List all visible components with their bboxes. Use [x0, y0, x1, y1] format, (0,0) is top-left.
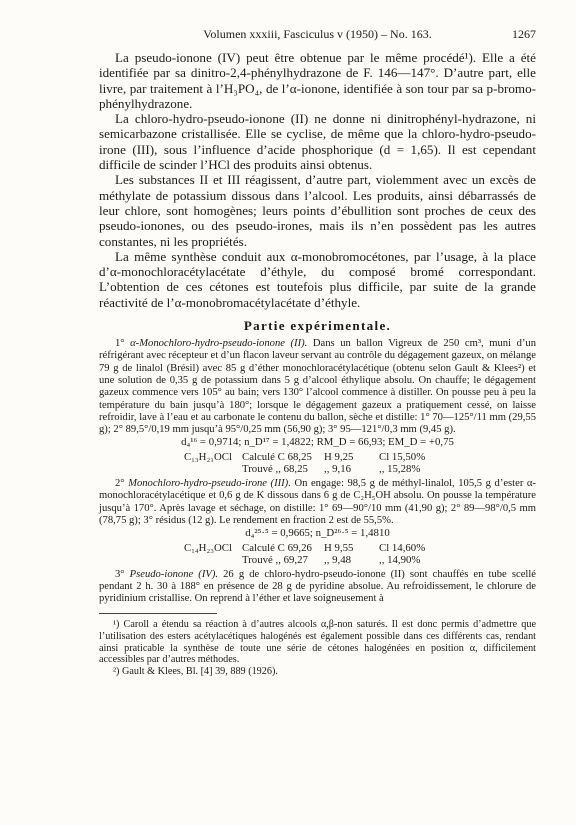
analysis-calc-row	[99, 542, 536, 555]
footnote: ²) Gault & Klees, Bl. [4] 39, 889 (1926).	[113, 666, 278, 678]
paragraph: La chloro-hydro-pseudo-ionone (II) ne donne ni dinitrophényl-hydrazone, ni semicarbazone cristallisée. Elle se cyclise, de même que la chloro-hydro-pseudo-irone (III), sous l’influence d’acide phosphorique (d = 1,65). Il est cependant difficile de scinder l’HCl des produits ainsi obtenus.	[99, 111, 536, 173]
paragraph: La même synthèse conduit aux α-monobromocétones, par l’usage, à la place d’α-monochloracétylacétate d’éthyle, du composé bromé correspondant. L’obtention de ces cétones est toutefois plus difficile, par suite de la grande réactivité de l’α-monobromacétylacétate d’éthyle.	[99, 248, 536, 310]
analysis-value: Calculé C 69,26	[242, 541, 312, 554]
experiment-number: 3°	[115, 568, 125, 580]
running-title: Volumen xxxiii, Fasciculus v (1950) – No. 163.	[203, 27, 432, 41]
experiment-text: 26 g de chloro-hydro-pseudo-ionone (II) sont chauffés en tube scellé pendant 2 h. 30 à 188° en présence de 28 g de pyridine absolue. Au refroidissement, le chlorure de pyridinium cristallise. On reprend à l’éther et lave soigneusement à	[99, 568, 536, 605]
analysis-value: H 9,55	[324, 541, 354, 554]
experiment-text: Dans un ballon Vigreux de 250 cm³, muni d’un réfrigérant avec récepteur et d’un flacon laveur servant au contrôle du dégagement gazeux, on mélange 79 g de linalol (Brésil) avec 85 g d’éther monochloracétylacétique (obtenu selon Gault & Klees²) et une solution de 0,35 g de potassium dans 5 g d’alcool éthylique absolu. On chauffe; le dégagement gazeux commence vers 105° au bain; vers 130° l’alcool commence à distiller. On pousse peu à peu la température du bain jusqu’à 180°; lorsque le dégagement gazeux a pratiquement cessé, on laisse refroidir, lave à l’eau et au carbonate le contenu du ballon, sèche et distille: 1° 70—125°/11 mm (29,55 g); 2° 89,5°/0,19 mm jusqu’à 95°/0,25 mm (56,90 g); 3° 95—121°/0,3 mm (9,45 g).	[99, 338, 536, 436]
molecular-formula: C₁₃H₂₁OCl	[183, 450, 232, 463]
analysis-value: Calculé C 68,25	[242, 450, 312, 463]
paragraph: La pseudo-ionone (IV) peut être obtenue par le même procédé¹). Elle a été identifiée par sa dinitro-2,4-phénylhydrazone de F. 146—147°. D’autre part, elle livre, par traitement à l’H₃PO₄, de l’α-ionone, identifiée à son tour par sa p-bromo-phénylhydrazone.	[99, 50, 536, 111]
analysis-value: ,, 15,28%	[379, 463, 421, 476]
physical-constants: d₄²⁵·⁵ = 0,9665; n_D²⁶·⁵ = 1,4810	[245, 527, 390, 540]
analysis-value: Cl 15,50%	[379, 450, 426, 463]
experiment-title: Monochloro-hydro-pseudo-irone (III).	[128, 478, 291, 490]
experiment-number: 2°	[115, 478, 125, 490]
molecular-formula: C₁₄H₂₃OCl	[183, 541, 232, 554]
physical-constants: d₄¹⁶ = 0,9714; n_D¹⁷ = 1,4822; RM_D = 66,93; EM_D = +0,75	[181, 436, 454, 449]
footnote-rule	[99, 613, 217, 614]
paragraph: Les substances II et III réagissent, d’autre part, violemment avec un excès de méthylate de potassium dissous dans l’alcool. Les produits, ainsi débarrassés de leur chlore, sont homogènes; leurs points d’ébullition sont proches de ceux des pseudo-ionones, ou des pseudo-irones, mais ils n’en possèdent pas les autres constantes, ni les propriétés.	[99, 172, 536, 249]
page-number: 1267	[512, 27, 536, 41]
section-title: Partie expérimentale.	[243, 318, 392, 334]
analysis-block	[99, 451, 536, 476]
article-body	[99, 50, 536, 678]
analysis-value: ,, 14,90%	[379, 554, 421, 567]
analysis-block	[99, 542, 536, 567]
analysis-value: Trouvé ,, 69,27	[242, 554, 308, 567]
footnote: ¹) Caroll a étendu sa réaction à d’autres alcools α,β-non saturés. Il est donc permis d’admettre que l’utilisation des esters acétylacétiques halogénés est également possible dans ces différents cas, rendant ainsi praticable la synthèse de toute une série de cétones halogénées en position α, difficilement accessibles par d’autres méthodes.	[99, 618, 536, 666]
experiment-3	[99, 569, 536, 606]
analysis-found-row	[99, 554, 536, 567]
analysis-value: Cl 14,60%	[379, 541, 426, 554]
experiment-1	[99, 338, 536, 436]
experiment-number: 1°	[115, 338, 125, 350]
experiment-2	[99, 478, 536, 527]
analysis-value: H 9,25	[324, 450, 354, 463]
experiment-title: α-Monochloro-hydro-pseudo-ionone (II).	[130, 338, 308, 350]
experiment-text: On engage: 98,5 g de méthyl-linalol, 105,5 g d’ester α-monochloracétylacétique et 0,6 g de K dissous dans 6 g de C₂H₅OH absolu. On pousse la température jusqu’à 170°. Après lavage et séchage, on distille: 1° 69—90°/10 mm (41,90 g); 2° 89—98°/0,5 mm (78,75 g); 3° résidus (12 g). Le rendement en fraction 2 est de 55,5%.	[99, 478, 536, 526]
analysis-found-row	[99, 463, 536, 476]
analysis-calc-row	[99, 451, 536, 464]
experiment-title: Pseudo-ionone (IV).	[129, 568, 219, 580]
analysis-value: ,, 9,48	[324, 554, 351, 567]
analysis-value: ,, 9,16	[324, 463, 351, 476]
analysis-value: Trouvé ,, 68,25	[242, 463, 308, 476]
